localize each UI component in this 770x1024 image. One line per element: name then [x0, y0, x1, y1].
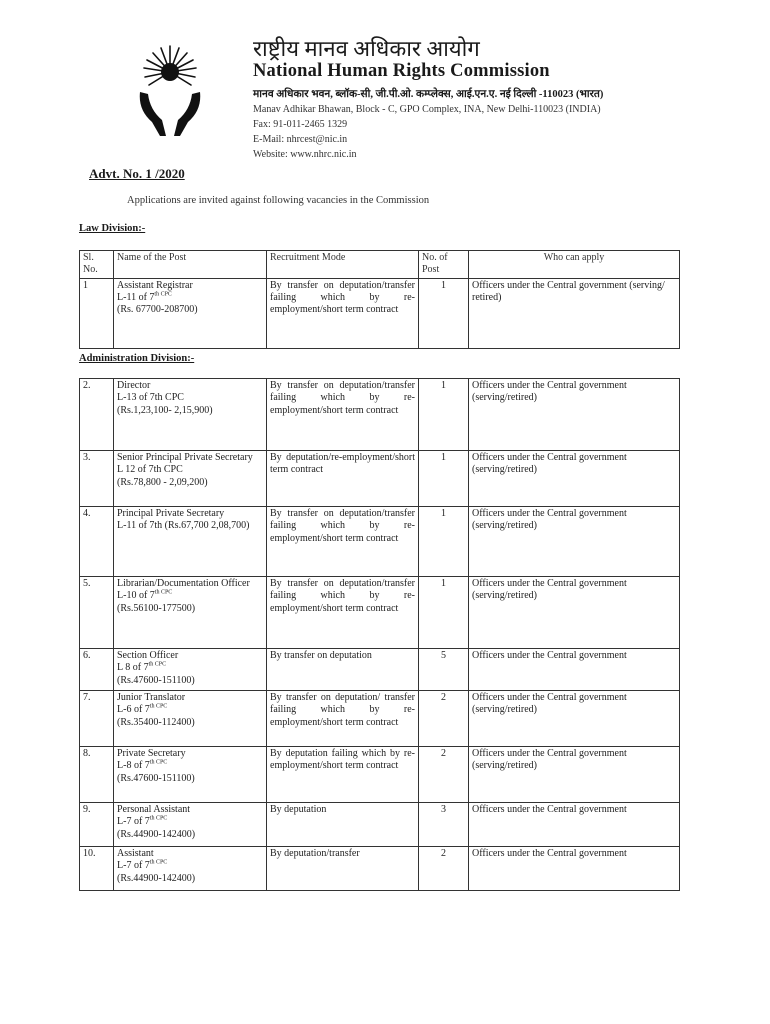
admin-division-heading: Administration Division:-: [79, 353, 195, 364]
english-title: National Human Rights Commission: [253, 61, 550, 81]
table-row: [80, 577, 680, 649]
post-name: Director: [117, 380, 151, 391]
table-row: [80, 379, 680, 451]
admin-division-table: [79, 378, 680, 891]
nhrc-logo: [130, 40, 210, 140]
email: E-Mail: nhrcest@nic.in: [253, 134, 348, 145]
post-name: Assistant Registrar: [117, 279, 193, 291]
row-who: Officers under the Central government (serving/retired): [469, 577, 680, 649]
row-mode: By deputation: [267, 803, 419, 847]
row-post: [114, 577, 267, 649]
row-posts: 2: [419, 847, 469, 891]
row-sl: 5.: [80, 577, 114, 649]
post-level: L-11 of $7^{th CPC}$: [117, 291, 172, 303]
intro-text: Applications are invited against following vacancies in the Commission: [127, 195, 430, 206]
col-header-who: Who can apply: [469, 251, 680, 279]
row-post: [114, 803, 267, 847]
row-posts: 1: [419, 577, 469, 649]
table-row: [80, 803, 680, 847]
row-who: Officers under the Central government: [469, 649, 680, 691]
row-post: [114, 747, 267, 803]
col-header-post: Name of the Post: [114, 251, 267, 279]
row-mode: By deputation/re-employment/short term contract: [267, 451, 419, 507]
post-level: L-11 of 7th (Rs.67,700 2,08,700): [117, 520, 250, 532]
row-sl: 1: [80, 278, 114, 348]
post-name: Librarian/Documentation Officer: [117, 578, 250, 589]
col-header-posts: No. of Post: [419, 251, 469, 279]
post-pay: (Rs.1,23,100- 2,15,900): [117, 404, 213, 416]
table-row: [80, 451, 680, 507]
row-mode: By transfer on deputation/transfer failing which by re-employment/short term contract: [267, 577, 419, 649]
row-posts: 3: [419, 803, 469, 847]
col-header-sl: Sl. No.: [80, 251, 114, 279]
row-post: [114, 691, 267, 747]
row-sl: 8.: [80, 747, 114, 803]
row-mode: By deputation failing which by re-employment/short term contract: [267, 747, 419, 803]
table-row: [80, 847, 680, 891]
row-post: [114, 451, 267, 507]
post-name: Personal Assistant: [117, 804, 191, 815]
row-posts: 1: [419, 379, 469, 451]
row-mode: By transfer on deputation: [267, 649, 419, 691]
post-name: Principal Private Secretary: [117, 508, 225, 519]
post-pay: (Rs.35400-112400): [117, 716, 195, 728]
post-name: Section Officer: [117, 650, 179, 661]
hindi-address: मानव अधिकार भवन, ब्लॉक-सी, जी.पी.ओ. कम्प्लेक्स, आई.एन.ए. नई दिल्ली -110023 (भारत): [253, 89, 604, 100]
address: Manav Adhikar Bhawan, Block - C, GPO Complex, INA, New Delhi-110023 (INDIA): [253, 104, 601, 115]
row-post: [114, 379, 267, 451]
row-sl: 7.: [80, 691, 114, 747]
table-row: [80, 507, 680, 577]
post-level: L-7 of $7^{th CPC}$: [117, 815, 168, 828]
post-pay: (Rs. 67700-208700): [117, 304, 198, 316]
post-pay: (Rs.47600-151100): [117, 674, 195, 686]
post-pay: (Rs.44900-142400): [117, 828, 196, 840]
table-row: [80, 747, 680, 803]
table-row: [80, 278, 680, 348]
row-sl: 9.: [80, 803, 114, 847]
row-mode: By transfer on deputation/ transfer failing which by re-employment/short term contract: [267, 691, 419, 747]
row-who: Officers under the Central government (serving/retired): [469, 747, 680, 803]
row-mode: By transfer on deputation/transfer failing which by re-employment/short term contract: [267, 379, 419, 451]
post-level: L 8 of $7^{th CPC}$: [117, 661, 167, 674]
law-division-heading: Law Division:-: [79, 223, 146, 234]
row-sl: 6.: [80, 649, 114, 691]
website: Website: www.nhrc.nic.in: [253, 149, 357, 160]
post-level: L 12 of 7th CPC: [117, 464, 183, 476]
row-posts: 2: [419, 691, 469, 747]
row-sl: 2.: [80, 379, 114, 451]
row-sl: 3.: [80, 451, 114, 507]
post-level: L-13 of 7th CPC: [117, 392, 184, 404]
row-posts: 1: [419, 507, 469, 577]
post-name: Private Secretary: [117, 748, 186, 759]
post-pay: (Rs.47600-151100): [117, 772, 195, 784]
row-mode: By deputation/transfer: [267, 847, 419, 891]
post-pay: (Rs.78,800 - 2,09,200): [117, 476, 208, 488]
row-who: Officers under the Central government: [469, 803, 680, 847]
row-post: [114, 649, 267, 691]
row-who: Officers under the Central government (serving/ retired): [469, 278, 680, 348]
row-sl: 4.: [80, 507, 114, 577]
post-level: L-10 of $7^{th CPC}$: [117, 589, 173, 602]
post-name: Senior Principal Private Secretary: [117, 452, 253, 463]
fax: Fax: 91-011-2465 1329: [253, 119, 348, 130]
post-level: L-6 of $7^{th CPC}$: [117, 703, 168, 716]
hindi-title: राष्ट्रीय मानव अधिकार आयोग: [253, 36, 480, 61]
advt-number: Advt. No. 1 /2020: [89, 166, 185, 181]
row-posts: 1: [419, 278, 469, 348]
table-row: [80, 649, 680, 691]
row-who: Officers under the Central government (serving/retired): [469, 451, 680, 507]
col-header-mode: Recruitment Mode: [267, 251, 419, 279]
row-who: Officers under the Central government (serving/retired): [469, 691, 680, 747]
row-post: [114, 507, 267, 577]
row-posts: 1: [419, 451, 469, 507]
row-posts: 2: [419, 747, 469, 803]
row-post: [114, 278, 267, 348]
row-mode: By transfer on deputation/transfer failing which by re-employment/short term contract: [267, 507, 419, 577]
post-pay: (Rs.56100-177500): [117, 602, 196, 614]
post-level: L-8 of $7^{th CPC}$: [117, 759, 168, 772]
row-who: Officers under the Central government (serving/retired): [469, 379, 680, 451]
table-row: [80, 691, 680, 747]
row-mode: By transfer on deputation/transfer failing which by re-employment/short term contract: [267, 278, 419, 348]
row-post: [114, 847, 267, 891]
post-pay: (Rs.44900-142400): [117, 872, 196, 884]
row-sl: 10.: [80, 847, 114, 891]
row-posts: 5: [419, 649, 469, 691]
law-division-table: [79, 250, 680, 349]
post-level: L-7 of $7^{th CPC}$: [117, 859, 168, 872]
row-who: Officers under the Central government (serving/retired): [469, 507, 680, 577]
table-header-row: [80, 251, 680, 279]
post-name: Assistant: [117, 848, 154, 859]
post-name: Junior Translator: [117, 692, 186, 703]
row-who: Officers under the Central government: [469, 847, 680, 891]
